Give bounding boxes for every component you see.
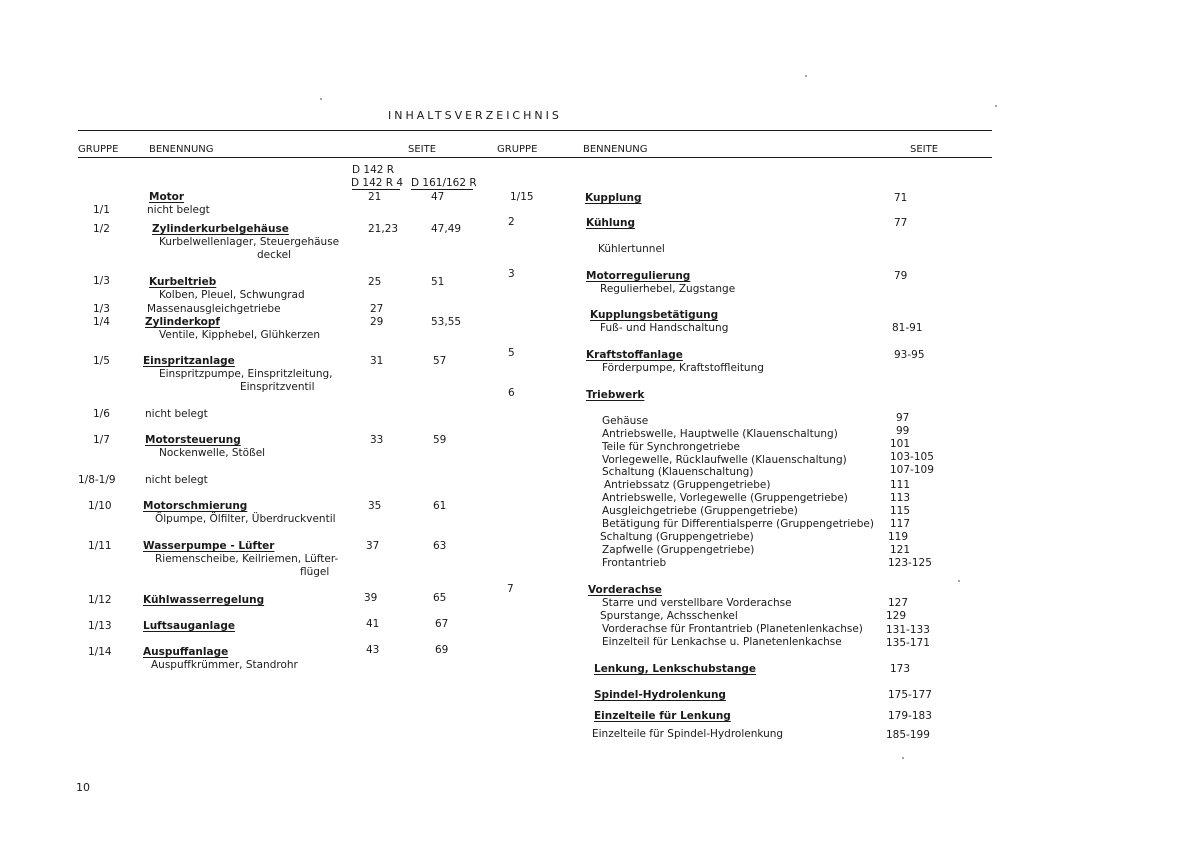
right-entry-sub: Antriebssatz (Gruppengetriebe) (604, 479, 771, 491)
left-entry-sub: Nockenwelle, Stößel (159, 447, 266, 459)
right-entry-page: 77 (894, 217, 908, 229)
left-entry-name: Wasserpumpe - Lüfter (143, 540, 275, 552)
right-entry-sub: Fuß- und Handschaltung (600, 322, 729, 334)
right-entry-page: 103-105 (890, 451, 934, 463)
right-entry-page: 71 (894, 192, 908, 204)
left-entry-sub: Ventile, Kipphebel, Glühkerzen (159, 329, 321, 341)
right-entry-name: Kraftstoffanlage (586, 349, 683, 361)
left-entry-page-b: 67 (435, 618, 449, 630)
right-entry-page: 113 (890, 492, 911, 504)
left-entry-page-a: 27 (370, 303, 384, 315)
left-entry-name: Motor (149, 191, 185, 203)
right-entry-name: Einzelteile für Spindel-Hydrolenkung (592, 728, 784, 740)
right-entry-gruppe: 1/15 (510, 191, 534, 203)
right-entry-page: 175-177 (888, 689, 932, 701)
left-entry-name: Kurbeltrieb (149, 276, 217, 288)
right-entry-sub: Zapfwelle (Gruppengetriebe) (602, 544, 755, 556)
right-entry-sub: Schaltung (Gruppengetriebe) (600, 531, 754, 543)
right-entry-page: 81-91 (892, 322, 923, 334)
left-entry-name: Zylinderkopf (145, 316, 220, 328)
right-entry-name: Vorderachse (588, 584, 662, 596)
right-entry-page: 101 (890, 438, 911, 450)
left-entry-gruppe: 1/3 (93, 275, 110, 287)
left-entry-sub: Kolben, Pleuel, Schwungrad (159, 289, 305, 301)
left-entry-page-a: 37 (366, 540, 380, 552)
left-entry-page-b: 47 (431, 191, 445, 203)
right-entry-name: Kühlung (586, 217, 635, 229)
right-entry-page: 131-133 (886, 624, 930, 636)
left-entry-page-b: 53,55 (431, 316, 462, 328)
right-entry-page: 173 (890, 663, 911, 675)
right-entry-page: 107-109 (890, 464, 934, 476)
right-entry-sub: Vorlegewelle, Rücklaufwelle (Klauenschaltung) (602, 454, 847, 466)
left-entry-sub: flügel (300, 566, 330, 578)
left-entry-sub: Ölpumpe, Ölfilter, Überdruckventil (155, 513, 336, 525)
right-entry-name: Triebwerk (586, 389, 645, 401)
left-entry-gruppe: 1/12 (88, 594, 112, 606)
right-entry-sub: Frontantrieb (602, 557, 667, 569)
right-entry-page: 129 (886, 610, 907, 622)
left-entry-page-b: 63 (433, 540, 447, 552)
right-entry-page: 123-125 (888, 557, 932, 569)
model-b-rule (411, 189, 473, 190)
right-entry-gruppe: 7 (507, 583, 514, 595)
left-entry-name: nicht belegt (147, 204, 210, 216)
right-entry-sub: Vorderachse für Frontantrieb (Planetenlenkachse) (602, 623, 863, 635)
right-entry-name: Motorregulierung (586, 270, 691, 282)
left-entry-page-a: 35 (368, 500, 382, 512)
right-entry-sub: Schaltung (Klauenschaltung) (602, 466, 754, 478)
left-entry-gruppe: 1/7 (93, 434, 110, 446)
right-entry-gruppe: 2 (508, 216, 515, 228)
left-entry-page-b: 59 (433, 434, 447, 446)
left-entry-sub: Einspritzventil (240, 381, 315, 393)
left-entry-name: Zylinderkurbelgehäuse (152, 223, 289, 235)
header-left-benennung: BENENNUNG (149, 144, 214, 155)
left-entry-gruppe: 1/2 (93, 223, 110, 235)
left-entry-sub: deckel (257, 249, 291, 261)
right-entry-sub: Ausgleichgetriebe (Gruppengetriebe) (602, 505, 798, 517)
right-entry-sub: Förderpumpe, Kraftstoffleitung (602, 362, 764, 374)
left-entry-gruppe: 1/8-1/9 (78, 474, 116, 486)
scan-speck (320, 98, 322, 100)
left-entry-gruppe: 1/4 (93, 316, 110, 328)
left-entry-page-b: 61 (433, 500, 447, 512)
right-entry-sub: Starre und verstellbare Vorderachse (602, 597, 792, 609)
model-a-rule (352, 189, 400, 190)
left-entry-name: Einspritzanlage (143, 355, 235, 367)
right-entry-sub: Regulierhebel, Zugstange (600, 283, 736, 295)
left-entry-page-a: 43 (366, 644, 380, 656)
right-entry-page: 117 (890, 518, 911, 530)
right-entry-sub: Einzelteil für Lenkachse u. Planetenlenkachse (602, 636, 842, 648)
left-entry-name: Motorsteuerung (145, 434, 241, 446)
right-entry-page: 179-183 (888, 710, 932, 722)
header-rule (78, 157, 992, 158)
right-entry-sub: Gehäuse (602, 415, 649, 427)
page-title: INHALTSVERZEICHNIS (388, 109, 562, 122)
model-d142r4: D 142 R 4 (351, 177, 404, 189)
right-entry-sub: Teile für Synchrongetriebe (602, 441, 740, 453)
left-entry-name: nicht belegt (145, 408, 208, 420)
right-entry-sub: Antriebswelle, Vorlegewelle (Gruppengetriebe) (602, 492, 848, 504)
left-entry-name: Luftsauganlage (143, 620, 235, 632)
left-entry-page-a: 39 (364, 592, 378, 604)
left-entry-gruppe: 1/1 (93, 204, 110, 216)
left-entry-sub: Riemenscheibe, Keilriemen, Lüfter- (155, 553, 339, 565)
left-entry-gruppe: 1/14 (88, 646, 112, 658)
left-entry-gruppe: 1/6 (93, 408, 110, 420)
left-entry-page-a: 21 (368, 191, 382, 203)
right-entry-sub: Antriebswelle, Hauptwelle (Klauenschaltung) (602, 428, 838, 440)
left-entry-page-b: 69 (435, 644, 449, 656)
header-right-gruppe: GRUPPE (497, 144, 538, 155)
right-entry-name: Einzelteile für Lenkung (594, 710, 731, 722)
right-entry-name: Kupplungsbetätigung (590, 309, 719, 321)
model-d142r: D 142 R (352, 164, 395, 176)
left-entry-page-a: 33 (370, 434, 384, 446)
right-entry-sub: Betätigung für Differentialsperre (Gruppengetriebe) (602, 518, 874, 530)
left-entry-page-a: 25 (368, 276, 382, 288)
right-entry-page: 119 (888, 531, 909, 543)
right-entry-page: 115 (890, 505, 911, 517)
left-entry-name: Massenausgleichgetriebe (147, 303, 281, 315)
right-entry-page: 79 (894, 270, 908, 282)
right-entry-sub: Spurstange, Achsschenkel (600, 610, 738, 622)
left-entry-name: Kühlwasserregelung (143, 594, 265, 606)
left-entry-page-a: 21,23 (368, 223, 399, 235)
left-entry-name: nicht belegt (145, 474, 208, 486)
right-entry-name: Kupplung (585, 192, 642, 204)
scan-speck (902, 757, 904, 759)
left-entry-page-a: 41 (366, 618, 380, 630)
scan-speck (958, 580, 960, 582)
right-entry-page: 99 (896, 425, 910, 437)
left-entry-page-b: 65 (433, 592, 447, 604)
header-right-benennung: BENNENUNG (583, 144, 648, 155)
top-rule (78, 130, 992, 131)
right-entry-page: 93-95 (894, 349, 925, 361)
right-entry-page: 135-171 (886, 637, 930, 649)
left-entry-sub: Einspritzpumpe, Einspritzleitung, (159, 368, 333, 380)
left-entry-sub: Auspuffkrümmer, Standrohr (151, 659, 298, 671)
left-entry-gruppe: 1/5 (93, 355, 110, 367)
right-entry-page: 127 (888, 597, 909, 609)
left-entry-name: Auspuffanlage (143, 646, 229, 658)
left-entry-gruppe: 1/13 (88, 620, 112, 632)
scan-speck (805, 75, 807, 77)
model-d161-162r: D 161/162 R (411, 177, 477, 189)
right-entry-page: 111 (890, 479, 911, 491)
page-number: 10 (76, 781, 90, 794)
right-entry-page: 185-199 (886, 729, 930, 741)
right-entry-sub: Kühlertunnel (598, 243, 665, 255)
left-entry-gruppe: 1/10 (88, 500, 112, 512)
left-entry-gruppe: 1/11 (88, 540, 112, 552)
left-entry-name: Motorschmierung (143, 500, 248, 512)
right-entry-gruppe: 6 (508, 387, 515, 399)
left-entry-page-b: 51 (431, 276, 445, 288)
left-entry-page-a: 31 (370, 355, 384, 367)
right-entry-gruppe: 3 (508, 268, 515, 280)
right-entry-name: Lenkung, Lenkschubstange (594, 663, 757, 675)
header-left-gruppe: GRUPPE (78, 144, 119, 155)
left-entry-page-a: 29 (370, 316, 384, 328)
left-entry-page-b: 47,49 (431, 223, 462, 235)
left-entry-sub: Kurbelwellenlager, Steuergehäuse (159, 236, 340, 248)
left-entry-gruppe: 1/3 (93, 303, 110, 315)
right-entry-page: 121 (890, 544, 911, 556)
scan-speck (995, 105, 997, 107)
left-entry-page-b: 57 (433, 355, 447, 367)
right-entry-name: Spindel-Hydrolenkung (594, 689, 726, 701)
header-left-seite: SEITE (408, 144, 437, 155)
right-entry-gruppe: 5 (508, 347, 515, 359)
header-right-seite: SEITE (910, 144, 939, 155)
right-entry-page: 97 (896, 412, 910, 424)
